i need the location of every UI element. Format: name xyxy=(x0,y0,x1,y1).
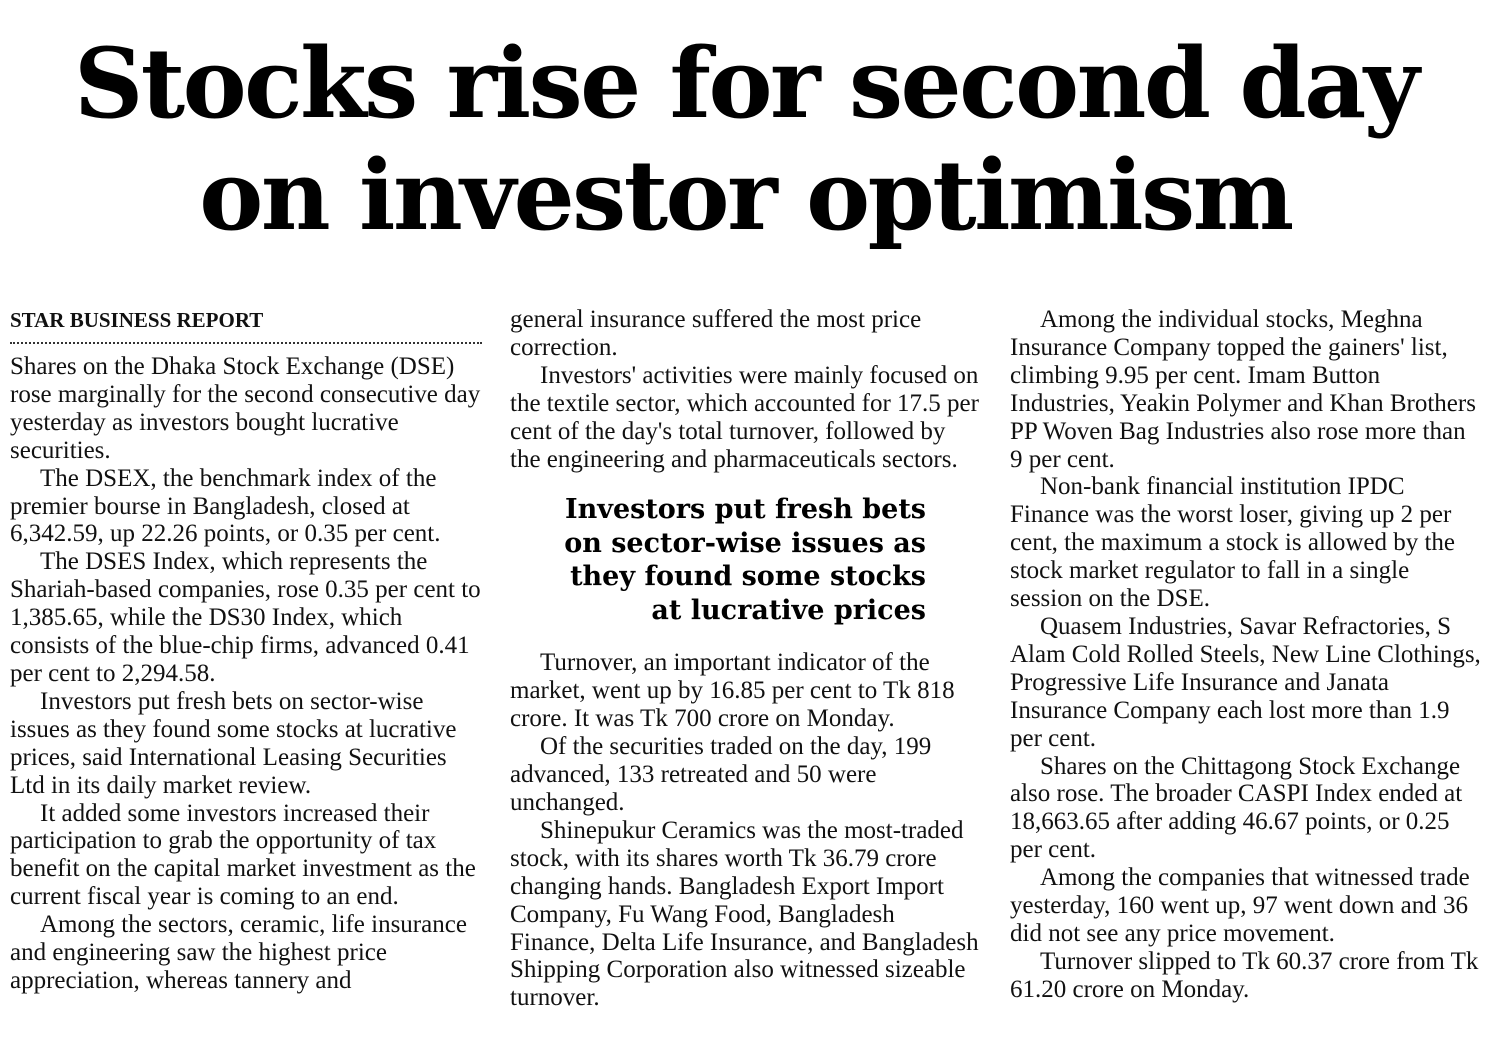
pull-quote-line: on sector-wise issues as xyxy=(564,527,926,559)
paragraph: Among the companies that witnessed trade yesterday, 160 went up, 97 went down and 36 did not see any price movement. xyxy=(1010,864,1470,947)
byline-divider xyxy=(10,342,482,344)
pull-quote-line: Investors put fresh bets xyxy=(565,494,926,526)
paragraph: The DSEX, the benchmark index of the premier bourse in Bangladesh, closed at 6,342.59, up 22.26 points, or 0.35 per cent. xyxy=(10,464,441,548)
article-column-3 xyxy=(1010,306,1482,1004)
paragraph: Quasem Industries, Savar Refractories, S Alam Cold Rolled Steels, New Line Clothings, Progressive Life Insurance and Janata Insurance Company each lost more than 1.9 per cent. xyxy=(1010,612,1481,752)
paragraph: Turnover slipped to Tk 60.37 crore from Tk 61.20 crore on Monday. xyxy=(1010,947,1479,1003)
article-column-1 xyxy=(10,306,482,995)
headline-line-1: Stocks rise for second day xyxy=(73,27,1418,140)
paragraph: Shinepukur Ceramics was the most-traded stock, with its shares worth Tk 36.79 crore changing hands. Bangladesh Export Import Company, Fu Wang Food, Bangladesh Finance, Delta Life Insurance, and Bangladesh Shipping Corporation also witnessed sizeable turnover. xyxy=(510,816,979,1012)
paragraph: general insurance suffered the most price correction. xyxy=(510,306,922,361)
pull-quote-line: at lucrative prices xyxy=(651,594,926,626)
paragraph: Investors' activities were mainly focused on the textile sector, which accounted for 17.5 per cent of the day's total turnover, followed by the engineering and pharmaceuticals sectors. xyxy=(510,361,979,473)
paragraph: Shares on the Dhaka Stock Exchange (DSE) rose marginally for the second consecutive day yesterday as investors bought lucrative securities. xyxy=(10,353,481,464)
paragraph: Investors put fresh bets on sector-wise issues as they found some stocks at lucrative prices, said International Leasing Securities Ltd in its daily market review. xyxy=(10,687,457,799)
paragraph: Non-bank financial institution IPDC Finance was the worst loser, giving up 2 per cent, the maximum a stock is allowed by the stock market regulator to fall in a single session on the DSE. xyxy=(1010,473,1456,613)
paragraph: Of the securities traded on the day, 199 advanced, 133 retreated and 50 were unchanged. xyxy=(510,733,932,816)
byline: STAR BUSINESS REPORT xyxy=(10,308,264,332)
paragraph: It added some investors increased their participation to grab the opportunity of tax benefit on the capital market investment as the current fiscal year is coming to an end. xyxy=(10,799,476,911)
paragraph: Turnover, an important indicator of the market, went up by 16.85 per cent to Tk 818 crore. It was Tk 700 crore on Monday. xyxy=(510,649,955,733)
paragraph: Among the individual stocks, Meghna Insurance Company topped the gainers' list, climbing 9.95 per cent. Imam Button Industries, Yeakin Polymer and Khan Brothers PP Woven Bag Industries also rose more than 9 per cent. xyxy=(1010,306,1476,473)
pull-quote-line: they found some stocks xyxy=(570,561,926,593)
paragraph: Shares on the Chittagong Stock Exchange also rose. The broader CASPI Index ended at 18,663.65 after adding 46.67 points, or 0.25 per cent. xyxy=(1010,752,1463,864)
headline-line-2: on investor optimism xyxy=(199,139,1292,252)
headline xyxy=(0,28,1491,252)
pull-quote xyxy=(510,493,982,627)
paragraph: Among the sectors, ceramic, life insurance and engineering saw the highest price appreciation, whereas tannery and xyxy=(10,911,467,994)
article-column-2 xyxy=(510,306,982,1012)
paragraph: The DSES Index, which represents the Shariah-based companies, rose 0.35 per cent to 1,385.65, while the DS30 Index, which consists of the blue-chip firms, advanced 0.41 per cent to 2,294.58. xyxy=(10,548,481,687)
